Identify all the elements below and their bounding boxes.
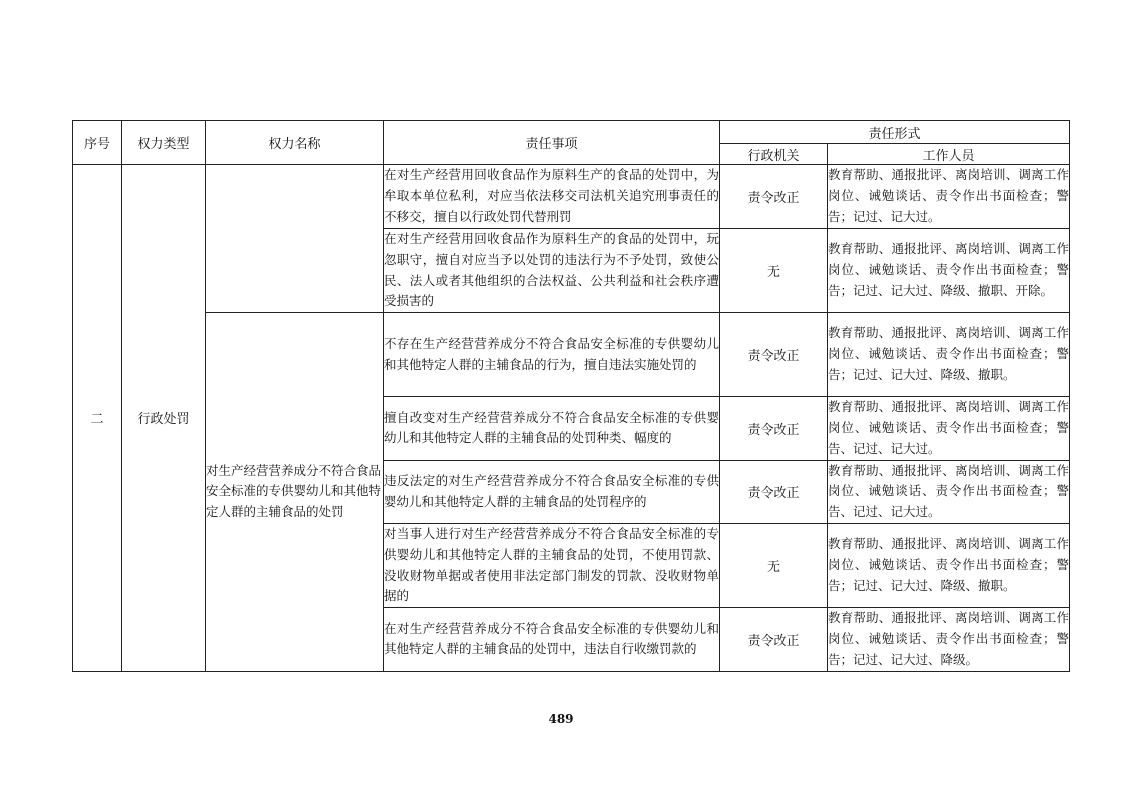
header-staff: 工作人员 [828, 144, 1070, 165]
admin-cell: 无 [720, 523, 828, 607]
duty-cell: 在对生产经营用回收食品作为原料生产的食品的处罚中，玩忽职守，擅自对应当予以处罚的违法行为不予处罚，致使公民、法人或者其他组织的合法权益、公共利益和社会秩序遭受损害的 [384, 229, 720, 313]
staff-cell: 教育帮助、通报批评、离岗培训、调离工作岗位、诫勉谈话、责令作出书面检查；警告；记过、记大过、降级、撤职。 [828, 523, 1070, 607]
header-row [73, 121, 1070, 144]
duty-cell: 在对生产经营用回收食品作为原料生产的食品的处罚中，为牟取本单位私利，对应当依法移交司法机关追究刑事责任的不移交，擅自以行政处罚代替刑罚 [384, 165, 720, 229]
admin-cell: 责令改正 [720, 313, 828, 397]
staff-cell: 教育帮助、通报批评、离岗培训、调离工作岗位、诫勉谈话、责令作出书面检查；警告、记过、记大过。 [828, 460, 1070, 523]
admin-cell: 责令改正 [720, 608, 828, 671]
staff-cell: 教育帮助、通报批评、离岗培训、调离工作岗位、诫勉谈话、责令作出书面检查；警告；记过、记大过、降级、撤职。 [828, 313, 1070, 397]
header-seq: 序号 [73, 121, 122, 165]
table-row [73, 165, 1070, 229]
staff-cell: 教育帮助、通报批评、离岗培训、调离工作岗位、诫勉谈话、责令作出书面检查；警告；记过、记大过、降级、撤职、开除。 [828, 229, 1070, 313]
header-power-name: 权力名称 [206, 121, 384, 165]
header-power-type: 权力类型 [122, 121, 206, 165]
duty-cell: 违反法定的对生产经营营养成分不符合食品安全标准的专供婴幼儿和其他特定人群的主辅食品的处罚程序的 [384, 460, 720, 523]
power-name-cell-1 [206, 165, 384, 313]
responsibility-table [72, 120, 1070, 672]
staff-cell: 教育帮助、通报批评、离岗培训、调离工作岗位、诫勉谈话、责令作出书面检查；警告；记过、记大过。 [828, 165, 1070, 229]
header-duty: 责任事项 [384, 121, 720, 165]
admin-cell: 责令改正 [720, 397, 828, 460]
duty-cell: 在对生产经营营养成分不符合食品安全标准的专供婴幼儿和其他特定人群的主辅食品的处罚中，违法自行收缴罚款的 [384, 608, 720, 671]
header-admin-org: 行政机关 [720, 144, 828, 165]
table-row [73, 313, 1070, 397]
header-resp-form: 责任形式 [720, 121, 1070, 144]
seq-cell: 二 [73, 165, 122, 672]
staff-cell: 教育帮助、通报批评、离岗培训、调离工作岗位、诫勉谈话、责令作出书面检查；警告；记过、记大过、降级。 [828, 608, 1070, 671]
admin-cell: 责令改正 [720, 460, 828, 523]
admin-cell: 无 [720, 229, 828, 313]
duty-cell: 对当事人进行对生产经营营养成分不符合食品安全标准的专供婴幼儿和其他特定人群的主辅食品的处罚，不使用罚款、没收财物单据或者使用非法定部门制发的罚款、没收财物单据的 [384, 523, 720, 607]
staff-cell: 教育帮助、通报批评、离岗培训、调离工作岗位、诫勉谈话、责令作出书面检查；警告、记过、记大过。 [828, 397, 1070, 460]
duty-cell: 不存在生产经营营养成分不符合食品安全标准的专供婴幼儿和其他特定人群的主辅食品的行为，擅自违法实施处罚的 [384, 313, 720, 397]
power-name-cell-2: 对生产经营营养成分不符合食品安全标准的专供婴幼儿和其他特定人群的主辅食品的处罚 [206, 313, 384, 671]
power-type-cell: 行政处罚 [122, 165, 206, 672]
page-number: 489 [548, 712, 574, 726]
duty-cell: 擅自改变对生产经营营养成分不符合食品安全标准的专供婴幼儿和其他特定人群的主辅食品的处罚种类、幅度的 [384, 397, 720, 460]
admin-cell: 责令改正 [720, 165, 828, 229]
